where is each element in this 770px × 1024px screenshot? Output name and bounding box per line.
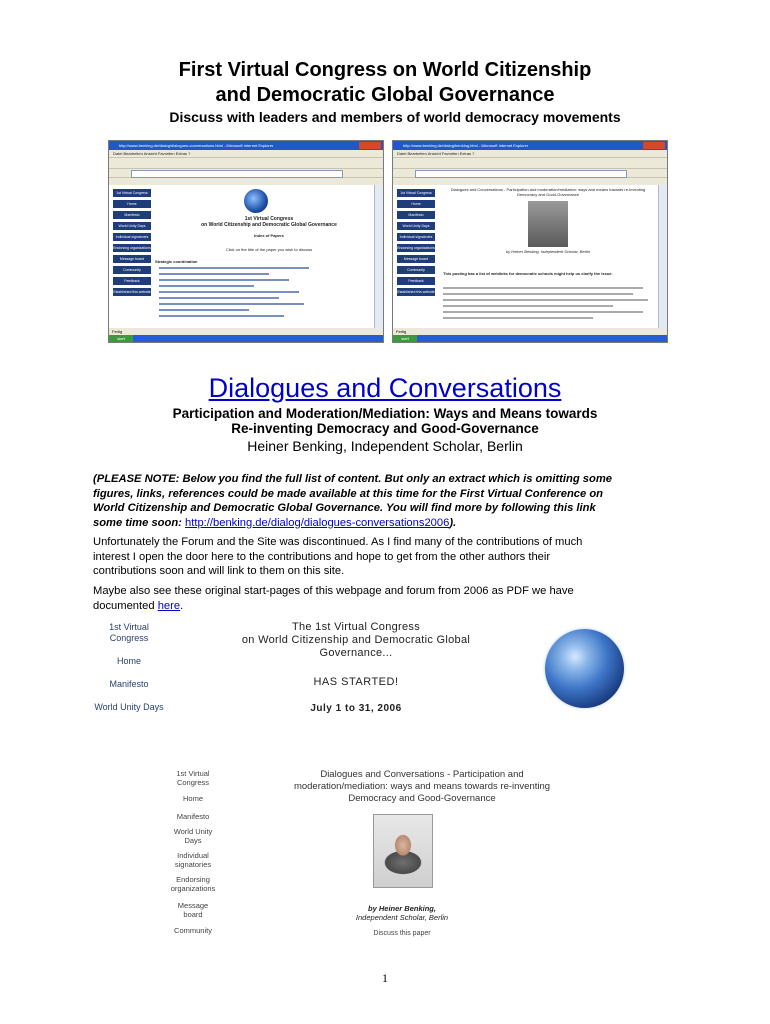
nav-item: World Unity Days: [397, 222, 435, 230]
status-bar: Fertig: [109, 328, 383, 335]
text-line: [443, 311, 643, 313]
paragraph-start-pages: [93, 584, 613, 613]
nav-item: 1st Virtual Congress: [397, 189, 435, 197]
nav-home: Home: [182, 794, 203, 803]
window-titlebar: [109, 141, 383, 150]
nav-item: Message board: [397, 255, 435, 263]
address-bar: [393, 169, 667, 178]
scrollbar: [374, 185, 383, 328]
nav-world-unity-days: World Unity Days: [94, 702, 164, 712]
globe-icon: [244, 189, 268, 213]
nav-congress: 1st Virtual Congress: [109, 622, 149, 643]
discuss-paper-link: Discuss this paper: [373, 930, 431, 937]
text-line: [443, 317, 593, 319]
nav-item: Community: [113, 266, 151, 274]
taskbar: [393, 335, 667, 342]
link-line: [159, 273, 269, 275]
page-number: 1: [382, 971, 388, 985]
window-title: http://www.benking.de/dialog/dialogues-conversations.html - Microsoft Internet Explorer: [119, 143, 274, 148]
has-started-label: HAS STARTED!: [313, 676, 399, 688]
address-bar: [109, 169, 383, 178]
nav-world-unity-days: World Unity Days: [173, 827, 213, 845]
author-portrait: [528, 201, 568, 247]
document-subtitle: Discuss with leaders and members of world democracy movements: [169, 109, 621, 125]
paper-heading-line-2: moderation/mediation: ways and means towards re-inventing: [293, 781, 551, 792]
page-area: [393, 185, 659, 328]
status-bar: Fertig: [393, 328, 667, 335]
text-line: [443, 293, 633, 295]
paragraph-text: Maybe also see these original start-pages of this webpage and forum from 2006 as PDF we have documented: [93, 585, 574, 612]
nav-item: Feedback: [397, 277, 435, 285]
article-subtitle-line-2: Re-inventing Democracy and Good-Governance: [231, 421, 539, 436]
link-line: [159, 315, 284, 317]
sidebar-nav: [113, 189, 151, 299]
congress-title-line-3: Governance...: [319, 647, 393, 659]
congress-title: [211, 621, 501, 660]
paper-heading-line-1: Dialogues and Conversations - Participation and: [320, 769, 524, 780]
nav-item: Message board: [113, 255, 151, 263]
article-subtitle-line-1: Participation and Moderation/Mediation: Ways and Means towards: [172, 406, 598, 421]
start-button: start: [109, 335, 133, 342]
nav-manifesto: Manifesto: [109, 679, 149, 689]
here-link[interactable]: here: [157, 599, 181, 612]
nav-item: Endorsing organizations: [113, 246, 151, 250]
page-heading: on World Citizenship and Democratic Global Governance: [201, 222, 337, 228]
menu-bar: Datei Bearbeiten Ansicht Favoriten Extras ?: [393, 150, 667, 158]
browser-screenshots: [108, 140, 668, 343]
nav-item: Endorsing organizations: [397, 246, 435, 250]
paragraph-end: .: [180, 599, 184, 612]
nav-item: Individual signatories: [113, 233, 151, 241]
congress-title-line-2: on World Citizenship and Democratic Global: [241, 634, 471, 646]
title-line-2: and Democratic Global Governance: [215, 84, 555, 106]
nav-item: Home: [113, 200, 151, 208]
nav-community: Community: [174, 926, 212, 935]
start-button: start: [393, 335, 417, 342]
text-line: [443, 305, 613, 307]
paragraph-discontinued: Unfortunately the Forum and the Site was discontinued. As I find many of the contributions of much interest I open the door here to the contributions and hope to get from the other authors their contributions soon and will link to them on this site.: [93, 536, 583, 577]
posting-text: This posting has a list of weblinks for democratic schools might help us clarify the issue.: [443, 271, 613, 276]
paper-heading: [262, 769, 582, 805]
link-line: [159, 267, 309, 269]
link-line: [159, 285, 254, 287]
nav-item: Individual signatories: [397, 233, 435, 241]
toolbar: [393, 158, 667, 169]
document-title: [0, 58, 770, 108]
window-title: http://www.benking.de/dialog/benking.html - Microsoft Internet Explorer: [403, 143, 529, 148]
nav-endorsing-organizations: Endorsing organizations: [170, 875, 216, 893]
link-line: [159, 303, 304, 305]
article-author: Heiner Benking, Independent Scholar, Berlin: [247, 438, 523, 454]
nav-item: World Unity Days: [113, 222, 151, 230]
congress-title-line-1: The 1st Virtual Congress: [291, 621, 421, 633]
window-controls-icon: [359, 142, 381, 149]
nav-item: Manifesto: [113, 211, 151, 219]
author-byline: by Heiner Benking,: [368, 904, 436, 913]
article-title[interactable]: Dialogues and Conversations: [208, 373, 562, 403]
author-photo: [373, 814, 433, 888]
title-line-1: First Virtual Congress on World Citizenship: [178, 59, 592, 81]
nav-item: Manifesto: [397, 211, 435, 219]
toolbar: [109, 158, 383, 169]
note-link[interactable]: http://benking.de/dialog/dialogues-conversations2006: [185, 516, 450, 529]
screenshot-left: [108, 140, 384, 343]
page-area: [109, 185, 375, 328]
window-controls-icon: [643, 142, 665, 149]
link-line: [159, 291, 299, 293]
page-heading: 1st Virtual Congress: [244, 216, 294, 222]
nav-item: 1st Virtual Congress: [113, 189, 151, 197]
note-text: (PLEASE NOTE: Below you find the full list of content. But only an extract which is omitting some figures, links, references could be made available at this time for the First Virtual Conference on World Citizenship and Democratic Global Governance. You will find more by following this link some time soon:: [93, 473, 613, 529]
window-titlebar: [393, 141, 667, 150]
link-line: [159, 297, 279, 299]
nav-individual-signatories: Individual signatories: [174, 851, 212, 869]
menu-bar: Datei Bearbeiten Ansicht Favoriten Extras ?: [109, 150, 383, 158]
earth-globe-icon: [545, 629, 624, 708]
page-heading: Dialogues and Conversations - Participation and moderation/mediation: ways and means towards re-inventing Democracy and Good-Governance: [450, 187, 646, 197]
nav-item: Community: [397, 266, 435, 274]
scrollbar: [658, 185, 667, 328]
section-label: Strategic coordination: [155, 259, 198, 264]
paper-heading-line-3: Democracy and Good-Governance: [348, 793, 496, 804]
forum-start-screenshot: [93, 612, 623, 742]
link-line: [159, 309, 249, 311]
nav-item: Home: [397, 200, 435, 208]
congress-dates: July 1 to 31, 2006: [310, 703, 402, 714]
text-line: [443, 287, 643, 289]
nav-message-board: Message board: [177, 901, 209, 919]
note-paragraph: [93, 472, 613, 530]
index-label: Index of Papers: [254, 233, 284, 238]
portrait-caption: by Heiner Benking, Independent Scholar, Berlin: [505, 249, 591, 254]
nav-item: Feedback: [113, 277, 151, 285]
nav-congress: 1st Virtual Congress: [176, 769, 210, 787]
nav-home: Home: [116, 656, 141, 666]
note-end: ).: [449, 516, 457, 529]
nav-item: Established this website: [397, 290, 435, 294]
taskbar: [109, 335, 383, 342]
link-line: [159, 279, 289, 281]
forum-paper-screenshot: [160, 762, 590, 942]
text-line: [443, 299, 648, 301]
nav-item: Established this website: [113, 290, 151, 294]
author-affiliation: Independent Scholar, Berlin: [355, 913, 449, 922]
screenshot-right: [392, 140, 668, 343]
nav-manifesto: Manifesto: [176, 812, 210, 821]
click-text: Click on the title of the paper you wish to discuss: [225, 247, 313, 252]
sidebar-nav: [397, 189, 435, 299]
